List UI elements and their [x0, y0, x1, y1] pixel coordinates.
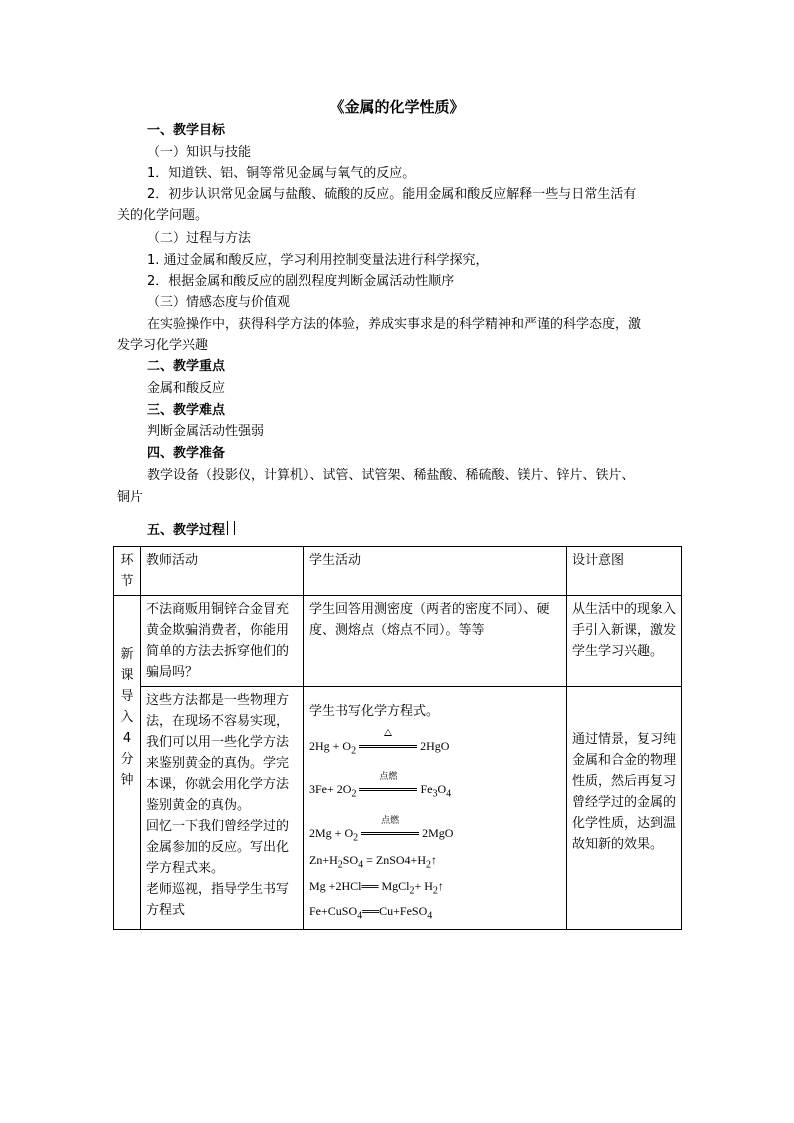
objective-item-continued: 发学习化学兴趣 [117, 338, 209, 353]
lesson-process-table [113, 546, 682, 930]
student-activity-cell [304, 687, 567, 930]
preparation-text-continued: 铜片 [117, 490, 144, 505]
objective-item-continued: 关的化学问题。 [117, 208, 209, 223]
design-intent-text: 通过情景，复习纯金属和合金的物理性质，然后再复习曾经学过的金属的化学性质，达到温故知新的效果。 [572, 732, 677, 852]
section-heading-key-points: 二、教学重点 [147, 359, 226, 374]
student-activity-cell: 学生回答用测密度（两者的密度不同）、硬度、测熔点（熔点不同）。等等 [304, 596, 567, 687]
ignite-condition: 点燃 [359, 821, 421, 839]
header-student-activity: 学生活动 [304, 547, 567, 596]
stage-char: 课 [120, 668, 134, 683]
student-intro: 学生书写化学方程式。 [309, 704, 440, 719]
section-heading-process-label: 五、教学过程 [147, 523, 226, 538]
equation-magnesium-oxygen: $2Mg + O_2$ 点燃 2MgO [309, 814, 454, 844]
stage-char: 分 [120, 752, 134, 767]
table-row [114, 596, 682, 687]
header-stage: 环节 [114, 547, 141, 596]
objective-item: 在实验操作中，获得科学方法的体验，养成实事求是的科学精神和严谨的科学态度，激 [147, 317, 642, 332]
design-intent-cell: 从生活中的现象入手引入新课，激发学生学习兴趣。 [567, 596, 682, 687]
section-heading-difficulties: 三、教学难点 [147, 403, 226, 418]
section-heading-objectives: 一、教学目标 [147, 123, 226, 138]
equation-iron-oxygen: $3Fe+ 2O_2$ 点燃 $Fe_3O_4$ [309, 771, 452, 800]
stage-char: 4 [122, 731, 132, 746]
objective-item: 2．根据金属和酸反应的剧烈程度判断金属活动性顺序 [147, 274, 455, 289]
stage-char: 导 [120, 689, 134, 704]
design-intent-cell [567, 687, 682, 930]
equation-magnesium-acid: Mg +2HCl══ MgCl$_2$+ $H_2↑$ [309, 878, 444, 896]
section-heading-preparation: 四、教学准备 [147, 446, 226, 461]
table-row [114, 687, 682, 930]
objective-item: 1．知道铁、铝、铜等常见金属与氧气的反应。 [147, 166, 416, 181]
stage-cell [114, 596, 141, 930]
stage-char: 新 [120, 647, 134, 662]
table-header-row [114, 547, 682, 596]
objective-item: 2．初步认识常见金属与盐酸、硫酸的反应。能用金属和酸反应解释一些与日常生活有 [147, 187, 637, 202]
heat-condition [357, 734, 419, 752]
teacher-paragraph: 回忆一下我们曾经学过的金属参加的反应。写出化学方程式来。 [146, 819, 290, 876]
teacher-activity-cell [141, 687, 304, 930]
objective-item: 1. 通过金属和酸反应，学习利用控制变量法进行科学探究， [147, 253, 489, 268]
equation-iron-copper-sulfate: Fe+CuSO$_4$══Cu+FeSO$_4$ [309, 903, 433, 922]
stage-char: 入 [120, 710, 134, 725]
key-point-text: 金属和酸反应 [147, 381, 226, 396]
stage-char: 钟 [120, 773, 134, 788]
document-title: 《金属的化学性质》 [329, 98, 465, 116]
preparation-text: 教学设备（投影仪，计算机）、试管、试管架、稀盐酸、稀硫酸、镁片、锌片、铁片、 [147, 468, 635, 483]
subheading-knowledge: （一）知识与技能 [147, 145, 252, 160]
subheading-attitude: （三）情感态度与价值观 [147, 295, 291, 310]
section-heading-process [147, 520, 235, 542]
teacher-paragraph: 这些方法都是一些物理方法，在现场不容易实现，我们可以用一些化学方法来鉴别黄金的真伪。学完本课，你就会用化学方法鉴别黄金的真伪。 [146, 693, 290, 813]
header-design-intent: 设计意图 [567, 547, 682, 596]
subheading-process: （二）过程与方法 [147, 231, 252, 246]
difficulty-text: 判断金属活动性强弱 [147, 424, 265, 439]
header-teacher-activity: 教师活动 [141, 547, 304, 596]
ignite-condition: 点燃 [357, 777, 419, 795]
heating-triangle-icon [384, 729, 392, 736]
teacher-activity-cell: 不法商贩用铜锌合金冒充黄金欺骗消费者，你能用简单的方法去拆穿他们的骗局吗？ [141, 596, 304, 687]
equation-zinc-acid: $Zn+H_2SO_4$ = $ZnSO4+H_2↑$ [309, 853, 437, 871]
table-anchor-marker [227, 521, 235, 535]
equation-mercury: $2Hg + O_2$ 2HgO [309, 734, 561, 761]
teacher-paragraph: 老师巡视，指导学生书写方程式 [146, 882, 290, 918]
